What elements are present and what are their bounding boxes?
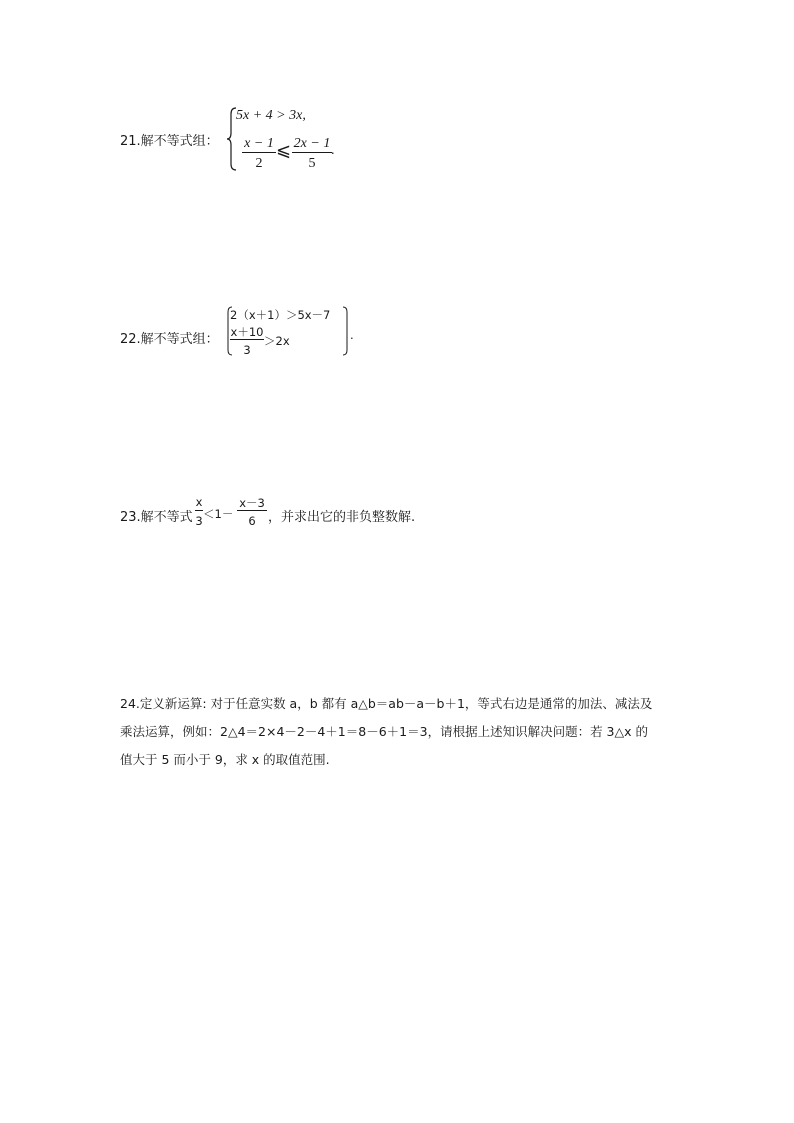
q21-fraction-1-bar bbox=[242, 152, 276, 153]
question-22-label: 22.解不等式组： bbox=[120, 332, 219, 347]
q24-line-2: 乘法运算，例如：2△4＝2×4－2－4＋1＝8－6＋1＝3，请根据上述知识解决问题：若 3△x 的 bbox=[120, 724, 648, 739]
q24-line-1: 24.定义新运算: 对于任意实数 a，b 都有 a△b＝ab－a－b＋1，等式右边是通常的加法、减法及 bbox=[120, 696, 653, 711]
q21-leq-sign: ⩽ bbox=[276, 140, 292, 160]
q23-instruction-tail: ，并求出它的非负整数解. bbox=[268, 510, 416, 525]
question-24 bbox=[120, 690, 705, 774]
q22-inequality-1: 2（x＋1）＞5x－7 bbox=[230, 308, 331, 322]
q21-inequality-1: 5x + 4 > 3x, bbox=[236, 108, 306, 123]
q21-fraction-2-bar bbox=[292, 152, 332, 153]
q21-period: . bbox=[331, 143, 335, 158]
q23-fraction-2-bar bbox=[237, 510, 267, 511]
right-bracket-icon bbox=[341, 306, 349, 356]
q21-fraction-2-denominator: 5 bbox=[308, 156, 316, 171]
q23-fraction-2-numerator: x－3 bbox=[239, 496, 265, 510]
q21-fraction-1-denominator: 2 bbox=[255, 156, 263, 171]
q23-fraction-2-denominator: 6 bbox=[248, 514, 256, 528]
q21-fraction-2-numerator: 2x − 1 bbox=[293, 136, 331, 151]
q22-inequality-2-rhs: ＞2x bbox=[264, 334, 290, 348]
question-23-label: 23.解不等式 bbox=[120, 510, 193, 525]
q23-fraction-1-denominator: 3 bbox=[195, 514, 203, 528]
q23-fraction-1-bar bbox=[195, 510, 203, 511]
q22-period: . bbox=[350, 328, 354, 342]
q22-fraction-numerator: x＋10 bbox=[230, 325, 264, 339]
q22-fraction-bar bbox=[230, 339, 264, 340]
q24-line-3: 值大于 5 而小于 9，求 x 的取值范围. bbox=[120, 752, 330, 767]
question-21-label: 21.解不等式组： bbox=[120, 134, 219, 149]
q21-fraction-1-numerator: x − 1 bbox=[244, 136, 274, 151]
q23-fraction-1-numerator: x bbox=[195, 495, 203, 509]
q23-less-than-one-minus: ＜1－ bbox=[203, 507, 234, 521]
q22-fraction-denominator: 3 bbox=[243, 343, 251, 357]
